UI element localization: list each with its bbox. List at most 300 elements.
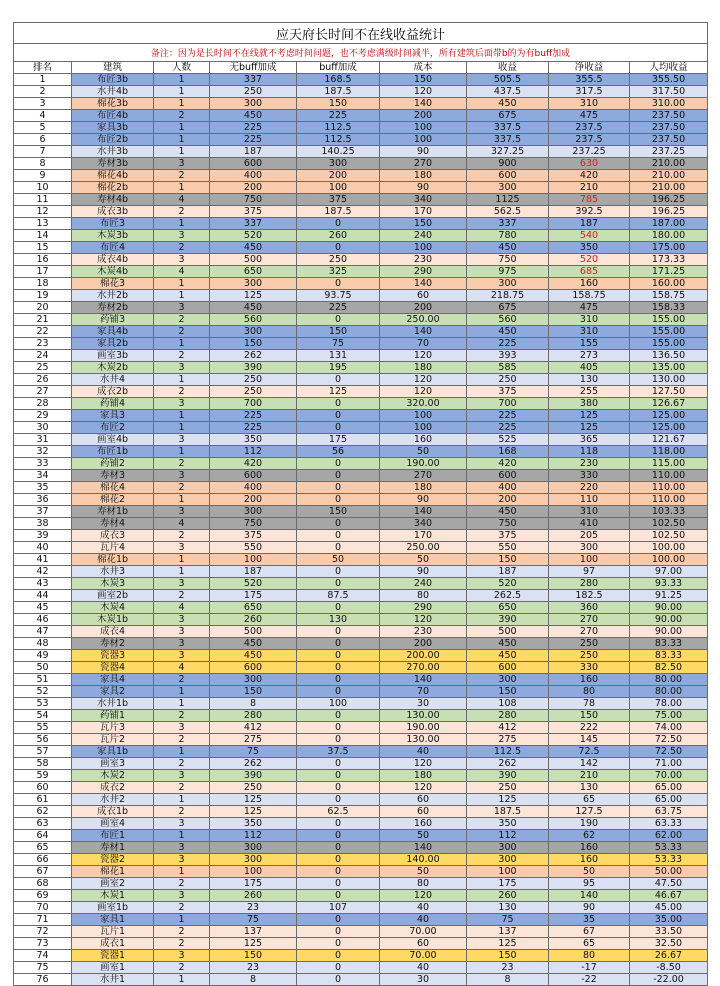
cell-cost: 70 <box>380 338 467 350</box>
cell-people: 2 <box>154 962 210 974</box>
cell-cost: 250.00 <box>380 542 467 554</box>
cell-net-income: 330 <box>549 662 630 674</box>
cell-rank: 66 <box>14 854 72 866</box>
cell-rank: 56 <box>14 734 72 746</box>
cell-no-buff: 225 <box>210 122 297 134</box>
cell-net-income: 317.5 <box>549 86 630 98</box>
cell-buff: 150 <box>297 326 380 338</box>
cell-rank: 68 <box>14 878 72 890</box>
cell-rank: 49 <box>14 650 72 662</box>
cell-net-income: 160 <box>549 842 630 854</box>
cell-buff: 0 <box>297 950 380 962</box>
cell-people: 1 <box>154 374 210 386</box>
cell-people: 1 <box>154 98 210 110</box>
cell-building: 画室2 <box>72 878 154 890</box>
cell-rank: 6 <box>14 134 72 146</box>
cell-cost: 150 <box>380 218 467 230</box>
cell-income: 375 <box>467 530 549 542</box>
cell-no-buff: 350 <box>210 434 297 446</box>
header-building: 建筑 <box>72 62 154 74</box>
cell-no-buff: 450 <box>210 638 297 650</box>
cell-building: 木炭1b <box>72 614 154 626</box>
cell-building: 瓦片4 <box>72 542 154 554</box>
cell-income: 112.5 <box>467 746 549 758</box>
cell-per-capita: 90.00 <box>630 602 708 614</box>
cell-building: 家具4b <box>72 326 154 338</box>
cell-cost: 170 <box>380 530 467 542</box>
cell-per-capita: 125.00 <box>630 410 708 422</box>
cell-net-income: 350 <box>549 242 630 254</box>
cell-income: 150 <box>467 554 549 566</box>
cell-building: 瓦片2 <box>72 734 154 746</box>
cell-buff: 187.5 <box>297 86 380 98</box>
cell-per-capita: 53.33 <box>630 842 708 854</box>
cell-income: 585 <box>467 362 549 374</box>
cell-income: 23 <box>467 962 549 974</box>
cell-rank: 70 <box>14 902 72 914</box>
cell-no-buff: 520 <box>210 230 297 242</box>
cell-per-capita: 210.00 <box>630 170 708 182</box>
cell-income: 780 <box>467 230 549 242</box>
cell-rank: 33 <box>14 458 72 470</box>
cell-people: 2 <box>154 458 210 470</box>
cell-net-income: 205 <box>549 530 630 542</box>
cell-per-capita: 158.33 <box>630 302 708 314</box>
cell-income: 393 <box>467 350 549 362</box>
cell-net-income: 155 <box>549 338 630 350</box>
cell-no-buff: 420 <box>210 458 297 470</box>
table-row <box>14 914 708 926</box>
cell-net-income: 190 <box>549 818 630 830</box>
cell-buff: 0 <box>297 650 380 662</box>
table-row <box>14 266 708 278</box>
cell-income: 412 <box>467 722 549 734</box>
table-row <box>14 650 708 662</box>
cell-cost: 200 <box>380 302 467 314</box>
cell-cost: 30 <box>380 698 467 710</box>
cell-net-income: -22 <box>549 974 630 986</box>
table-row <box>14 446 708 458</box>
cell-building: 寿材4 <box>72 518 154 530</box>
cell-no-buff: 350 <box>210 818 297 830</box>
cell-cost: 70.00 <box>380 950 467 962</box>
cell-no-buff: 450 <box>210 110 297 122</box>
cell-buff: 0 <box>297 518 380 530</box>
cell-buff: 131 <box>297 350 380 362</box>
table-row <box>14 134 708 146</box>
cell-cost: 120 <box>380 350 467 362</box>
cell-people: 1 <box>154 794 210 806</box>
cell-rank: 30 <box>14 422 72 434</box>
cell-buff: 0 <box>297 422 380 434</box>
cell-net-income: 237.5 <box>549 134 630 146</box>
table-row <box>14 806 708 818</box>
cell-net-income: 355.5 <box>549 74 630 86</box>
cell-no-buff: 187 <box>210 146 297 158</box>
cell-people: 1 <box>154 338 210 350</box>
cell-no-buff: 650 <box>210 602 297 614</box>
cell-people: 1 <box>154 974 210 986</box>
cell-income: 225 <box>467 338 549 350</box>
cell-building: 木炭4 <box>72 602 154 614</box>
cell-net-income: 475 <box>549 302 630 314</box>
cell-income: 187 <box>467 566 549 578</box>
cell-people: 1 <box>154 698 210 710</box>
cell-income: 520 <box>467 578 549 590</box>
cell-rank: 11 <box>14 194 72 206</box>
cell-no-buff: 375 <box>210 530 297 542</box>
cell-buff: 168.5 <box>297 74 380 86</box>
cell-per-capita: 126.67 <box>630 398 708 410</box>
cell-buff: 0 <box>297 410 380 422</box>
cell-building: 画室4 <box>72 818 154 830</box>
cell-buff: 260 <box>297 230 380 242</box>
cell-rank: 8 <box>14 158 72 170</box>
cell-building: 布匠3b <box>72 74 154 86</box>
cell-per-capita: 155.00 <box>630 338 708 350</box>
table-row <box>14 422 708 434</box>
cell-net-income: 125 <box>549 422 630 434</box>
cell-cost: 140 <box>380 278 467 290</box>
cell-people: 2 <box>154 170 210 182</box>
cell-people: 4 <box>154 194 210 206</box>
cell-building: 水井1 <box>72 974 154 986</box>
cell-buff: 250 <box>297 254 380 266</box>
cell-rank: 17 <box>14 266 72 278</box>
cell-building: 布匠3 <box>72 218 154 230</box>
cell-buff: 0 <box>297 710 380 722</box>
cell-income: 675 <box>467 302 549 314</box>
cell-rank: 14 <box>14 230 72 242</box>
cell-income: 112 <box>467 830 549 842</box>
cell-cost: 60 <box>380 806 467 818</box>
table-row <box>14 494 708 506</box>
cell-no-buff: 8 <box>210 974 297 986</box>
cell-people: 3 <box>154 950 210 962</box>
cell-people: 3 <box>154 302 210 314</box>
cell-net-income: 80 <box>549 686 630 698</box>
cell-net-income: 50 <box>549 866 630 878</box>
cell-net-income: 72.5 <box>549 746 630 758</box>
cell-per-capita: 102.50 <box>630 530 708 542</box>
cell-net-income: 118 <box>549 446 630 458</box>
cell-no-buff: 375 <box>210 206 297 218</box>
cell-buff: 175 <box>297 434 380 446</box>
table-row <box>14 218 708 230</box>
cell-buff: 100 <box>297 698 380 710</box>
cell-people: 1 <box>154 554 210 566</box>
cell-income: 250 <box>467 782 549 794</box>
cell-buff: 325 <box>297 266 380 278</box>
cell-rank: 61 <box>14 794 72 806</box>
table-row <box>14 254 708 266</box>
cell-net-income: 97 <box>549 566 630 578</box>
cell-cost: 200.00 <box>380 650 467 662</box>
cell-no-buff: 260 <box>210 890 297 902</box>
cell-income: 450 <box>467 242 549 254</box>
cell-cost: 140 <box>380 98 467 110</box>
cell-income: 450 <box>467 650 549 662</box>
cell-buff: 0 <box>297 866 380 878</box>
cell-building: 寿材1 <box>72 842 154 854</box>
cell-people: 1 <box>154 866 210 878</box>
cell-per-capita: 175.00 <box>630 242 708 254</box>
cell-per-capita: 130.00 <box>630 374 708 386</box>
cell-per-capita: 210.00 <box>630 182 708 194</box>
cell-net-income: 222 <box>549 722 630 734</box>
cell-no-buff: 700 <box>210 398 297 410</box>
cell-per-capita: 110.00 <box>630 470 708 482</box>
cell-rank: 28 <box>14 398 72 410</box>
cell-net-income: 475 <box>549 110 630 122</box>
cell-rank: 51 <box>14 674 72 686</box>
cell-per-capita: 171.25 <box>630 266 708 278</box>
cell-rank: 55 <box>14 722 72 734</box>
cell-no-buff: 137 <box>210 926 297 938</box>
cell-net-income: 310 <box>549 98 630 110</box>
cell-cost: 180 <box>380 362 467 374</box>
cell-net-income: 78 <box>549 698 630 710</box>
cell-building: 布匠1 <box>72 830 154 842</box>
cell-net-income: 62 <box>549 830 630 842</box>
table-row <box>14 854 708 866</box>
cell-buff: 0 <box>297 782 380 794</box>
cell-cost: 200 <box>380 110 467 122</box>
cell-income: 600 <box>467 662 549 674</box>
cell-building: 药铺3 <box>72 314 154 326</box>
cell-rank: 29 <box>14 410 72 422</box>
cell-people: 3 <box>154 770 210 782</box>
cell-no-buff: 400 <box>210 482 297 494</box>
cell-net-income: 310 <box>549 506 630 518</box>
cell-net-income: 90 <box>549 902 630 914</box>
cell-income: 350 <box>467 818 549 830</box>
cell-building: 家具1 <box>72 914 154 926</box>
cell-no-buff: 200 <box>210 182 297 194</box>
cell-buff: 107 <box>297 902 380 914</box>
cell-people: 4 <box>154 662 210 674</box>
cell-building: 布匠4b <box>72 110 154 122</box>
cell-net-income: 237.5 <box>549 122 630 134</box>
cell-rank: 39 <box>14 530 72 542</box>
cell-buff: 0 <box>297 794 380 806</box>
cell-no-buff: 300 <box>210 98 297 110</box>
cell-rank: 1 <box>14 74 72 86</box>
cell-per-capita: 82.50 <box>630 662 708 674</box>
cell-buff: 225 <box>297 110 380 122</box>
cell-building: 瓦片1 <box>72 926 154 938</box>
cell-buff: 0 <box>297 218 380 230</box>
cell-net-income: 110 <box>549 494 630 506</box>
cell-people: 2 <box>154 674 210 686</box>
cell-per-capita: 90.00 <box>630 614 708 626</box>
cell-building: 药铺1 <box>72 710 154 722</box>
cell-people: 1 <box>154 74 210 86</box>
cell-per-capita: 80.00 <box>630 674 708 686</box>
cell-people: 3 <box>154 650 210 662</box>
cell-no-buff: 23 <box>210 902 297 914</box>
cell-no-buff: 500 <box>210 254 297 266</box>
cell-rank: 9 <box>14 170 72 182</box>
cell-building: 瓷器3 <box>72 650 154 662</box>
cell-cost: 100 <box>380 242 467 254</box>
cell-net-income: 392.5 <box>549 206 630 218</box>
cell-people: 2 <box>154 590 210 602</box>
cell-building: 画室2b <box>72 590 154 602</box>
cell-cost: 40 <box>380 962 467 974</box>
cell-cost: 90 <box>380 494 467 506</box>
cell-cost: 140 <box>380 326 467 338</box>
cell-cost: 120 <box>380 890 467 902</box>
cell-cost: 230 <box>380 254 467 266</box>
cell-per-capita: 100.00 <box>630 542 708 554</box>
cell-buff: 0 <box>297 914 380 926</box>
cell-no-buff: 187 <box>210 566 297 578</box>
cell-building: 布匠1b <box>72 446 154 458</box>
cell-per-capita: 72.50 <box>630 734 708 746</box>
cell-people: 4 <box>154 266 210 278</box>
cell-cost: 60 <box>380 290 467 302</box>
cell-people: 2 <box>154 530 210 542</box>
cell-building: 成衣2b <box>72 386 154 398</box>
cell-net-income: 360 <box>549 602 630 614</box>
cell-building: 瓦片3 <box>72 722 154 734</box>
cell-building: 木炭2 <box>72 770 154 782</box>
cell-per-capita: 78.00 <box>630 698 708 710</box>
table-row <box>14 302 708 314</box>
cell-income: 450 <box>467 98 549 110</box>
table-row <box>14 722 708 734</box>
table-row <box>14 518 708 530</box>
cell-people: 3 <box>154 614 210 626</box>
header-no-buff: 无buff加成 <box>210 62 297 74</box>
cell-cost: 250.00 <box>380 314 467 326</box>
cell-no-buff: 390 <box>210 362 297 374</box>
cell-no-buff: 412 <box>210 722 297 734</box>
cell-people: 3 <box>154 722 210 734</box>
cell-people: 1 <box>154 290 210 302</box>
table-row <box>14 74 708 86</box>
cell-no-buff: 200 <box>210 494 297 506</box>
cell-net-income: 270 <box>549 614 630 626</box>
cell-cost: 100 <box>380 122 467 134</box>
cell-income: 337.5 <box>467 134 549 146</box>
cell-cost: 120 <box>380 782 467 794</box>
cell-no-buff: 125 <box>210 806 297 818</box>
cell-people: 3 <box>154 638 210 650</box>
cell-rank: 15 <box>14 242 72 254</box>
cell-per-capita: -8.50 <box>630 962 708 974</box>
cell-income: 300 <box>467 842 549 854</box>
cell-rank: 62 <box>14 806 72 818</box>
cell-buff: 0 <box>297 758 380 770</box>
cell-cost: 120 <box>380 374 467 386</box>
cell-buff: 140.25 <box>297 146 380 158</box>
cell-people: 3 <box>154 842 210 854</box>
table-row <box>14 326 708 338</box>
table-row <box>14 626 708 638</box>
cell-building: 成衣4 <box>72 626 154 638</box>
cell-per-capita: 180.00 <box>630 230 708 242</box>
cell-building: 瓷器4 <box>72 662 154 674</box>
cell-no-buff: 250 <box>210 374 297 386</box>
cell-per-capita: 102.50 <box>630 518 708 530</box>
cell-income: 420 <box>467 458 549 470</box>
cell-building: 寿材1b <box>72 506 154 518</box>
cell-cost: 130.00 <box>380 734 467 746</box>
cell-rank: 44 <box>14 590 72 602</box>
cell-people: 2 <box>154 734 210 746</box>
cell-building: 画室3b <box>72 350 154 362</box>
cell-no-buff: 550 <box>210 542 297 554</box>
table-row <box>14 146 708 158</box>
cell-per-capita: 237.50 <box>630 134 708 146</box>
cell-no-buff: 75 <box>210 746 297 758</box>
cell-no-buff: 225 <box>210 410 297 422</box>
cell-net-income: 540 <box>549 230 630 242</box>
cell-cost: 90 <box>380 146 467 158</box>
cell-building: 瓷器1 <box>72 950 154 962</box>
cell-rank: 31 <box>14 434 72 446</box>
cell-rank: 76 <box>14 974 72 986</box>
cell-buff: 225 <box>297 302 380 314</box>
cell-per-capita: 100.00 <box>630 554 708 566</box>
table-row <box>14 662 708 674</box>
cell-per-capita: 26.67 <box>630 950 708 962</box>
cell-buff: 150 <box>297 98 380 110</box>
cell-net-income: 100 <box>549 554 630 566</box>
cell-per-capita: 45.00 <box>630 902 708 914</box>
table-row <box>14 374 708 386</box>
table-row <box>14 878 708 890</box>
cell-income: 700 <box>467 398 549 410</box>
cell-cost: 80 <box>380 590 467 602</box>
cell-cost: 150 <box>380 74 467 86</box>
cell-per-capita: 317.50 <box>630 86 708 98</box>
table-row <box>14 110 708 122</box>
cell-per-capita: 155.00 <box>630 326 708 338</box>
cell-people: 2 <box>154 926 210 938</box>
cell-cost: 320.00 <box>380 398 467 410</box>
table-row <box>14 434 708 446</box>
cell-buff: 0 <box>297 830 380 842</box>
cell-income: 327.25 <box>467 146 549 158</box>
cell-people: 2 <box>154 314 210 326</box>
cell-net-income: 310 <box>549 326 630 338</box>
cell-cost: 230 <box>380 626 467 638</box>
cell-net-income: 145 <box>549 734 630 746</box>
cell-people: 2 <box>154 878 210 890</box>
cell-per-capita: 125.00 <box>630 422 708 434</box>
cell-income: 75 <box>467 914 549 926</box>
cell-cost: 90 <box>380 566 467 578</box>
cell-buff: 0 <box>297 482 380 494</box>
cell-income: 337 <box>467 218 549 230</box>
cell-rank: 20 <box>14 302 72 314</box>
cell-per-capita: 97.00 <box>630 566 708 578</box>
cell-no-buff: 250 <box>210 782 297 794</box>
table-row <box>14 746 708 758</box>
cell-buff: 0 <box>297 662 380 674</box>
cell-net-income: 310 <box>549 314 630 326</box>
cell-income: 900 <box>467 158 549 170</box>
table-row <box>14 566 708 578</box>
cell-no-buff: 500 <box>210 626 297 638</box>
cell-income: 137 <box>467 926 549 938</box>
cell-buff: 0 <box>297 974 380 986</box>
cell-no-buff: 400 <box>210 170 297 182</box>
cell-building: 水井3b <box>72 146 154 158</box>
